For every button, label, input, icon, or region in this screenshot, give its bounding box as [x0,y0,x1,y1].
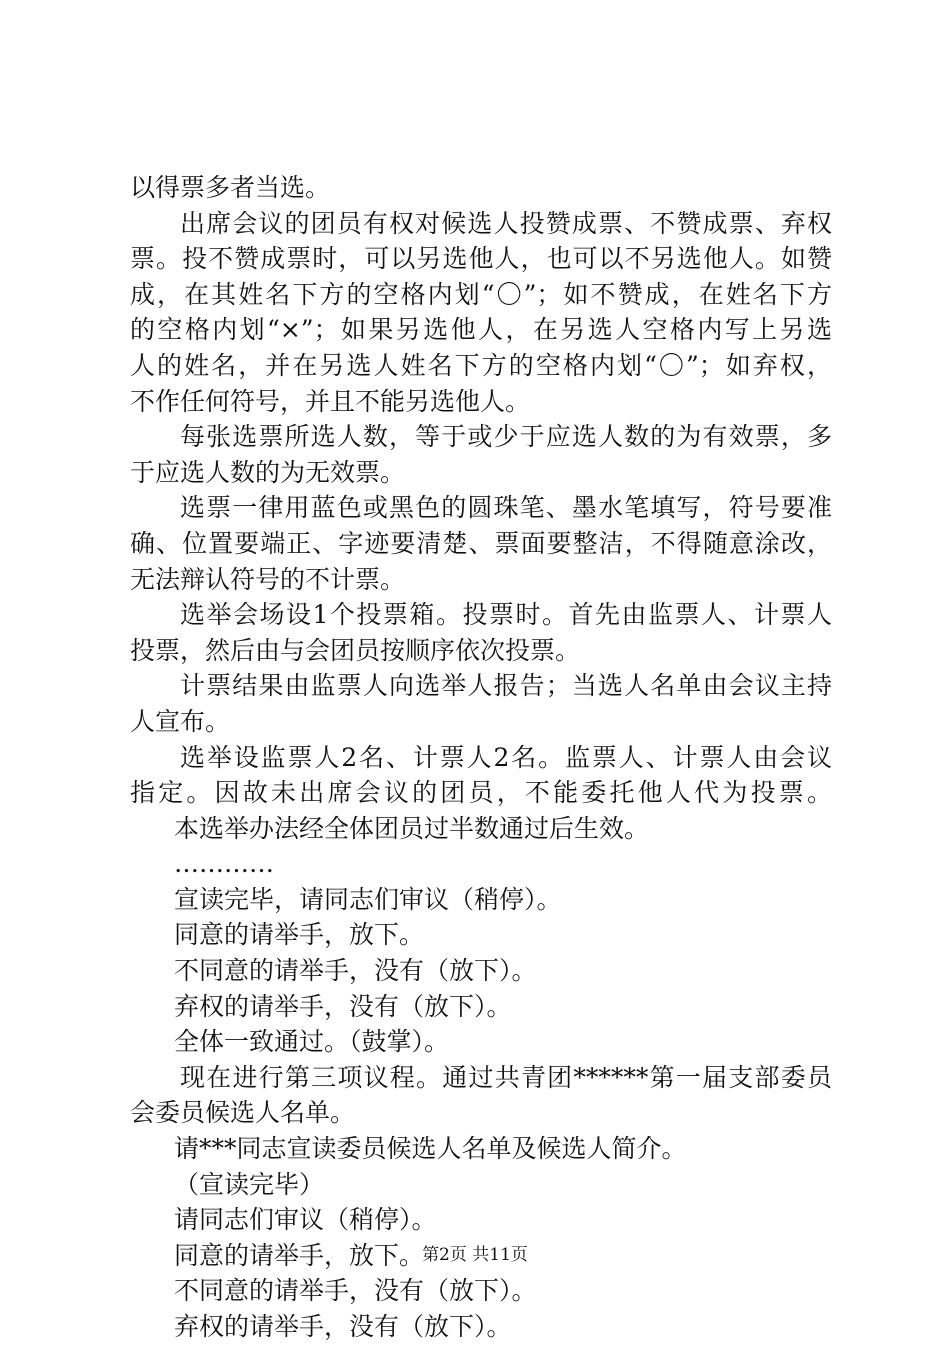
text-line: 弃权的请举手，没有（放下）。 [174,991,512,1021]
text-line: 于应选人数的为无效票。 [130,457,406,487]
text-line: 选举会场设1个投票箱。投票时。首先由监票人、计票人 [180,600,832,630]
text-line: 同意的请举手，放下。 [174,1240,425,1270]
text-line: 现在进行第三项议程。通过共青团******第一届支部委员 [180,1062,832,1092]
text-line: 不作任何符号，并且不能另选他人。 [130,386,531,416]
text-line: 全体一致通过。（鼓掌）。 [174,1027,450,1057]
text-line: 宣读完毕，请同志们审议（稍停）。 [174,884,562,914]
text-line: 无法辩认符号的不计票。 [130,564,406,594]
text-line: 票。投不赞成票时，可以另选他人，也可以不另选他人。如赞 [130,244,832,274]
text-line: 出席会议的团员有权对候选人投赞成票、不赞成票、弃权 [180,208,832,238]
text-line: 弃权的请举手，没有（放下）。 [174,1312,512,1341]
text-line: 人的姓名，并在另选人姓名下方的空格内划“〇”；如弃权， [130,350,832,380]
text-line: 选票一律用蓝色或黑色的圆珠笔、墨水笔填写，符号要准 [180,493,832,523]
text-line: 指定。因故未出席会议的团员，不能委托他人代为投票。 [130,778,832,808]
text-line: 计票结果由监票人向选举人报告；当选人名单由会议主持 [180,671,832,701]
ellipsis-line: ………… [174,849,274,879]
text-line: 本选举办法经全体团员过半数通过后生效。 [174,813,650,843]
text-line: 成，在其姓名下方的空格内划“〇”；如不赞成，在姓名下方 [130,279,832,309]
text-line: 人宣布。 [130,706,231,736]
text-line: 不同意的请举手，没有（放下）。 [174,1276,537,1306]
text-line: 以得票多者当选。 [130,173,331,202]
text-line: 的空格内划“×”；如果另选他人，在另选人空格内写上另选 [130,315,832,345]
text-line: 不同意的请举手，没有（放下）。 [174,956,537,986]
text-line: 请同志们审议（稍停）。 [174,1205,437,1235]
text-line: 投票，然后由与会团员按顺序依次投票。 [130,635,581,665]
page-number: 第2页 共11页 [422,1245,528,1265]
text-line: 同意的请举手，放下。 [174,920,425,950]
document-body [130,170,832,1345]
text-line: 每张选票所选人数，等于或少于应选人数的为有效票，多 [180,422,832,452]
text-line: （宣读完毕） [174,1169,325,1199]
text-line: 请***同志宣读委员候选人名单及候选人简介。 [174,1134,687,1164]
text-line: 会委员候选人名单。 [130,1098,356,1128]
text-line: 选举设监票人2名、计票人2名。监票人、计票人由会议 [180,742,832,772]
text-line: 确、位置要端正、字迹要清楚、票面要整洁，不得随意涂改， [130,528,832,558]
